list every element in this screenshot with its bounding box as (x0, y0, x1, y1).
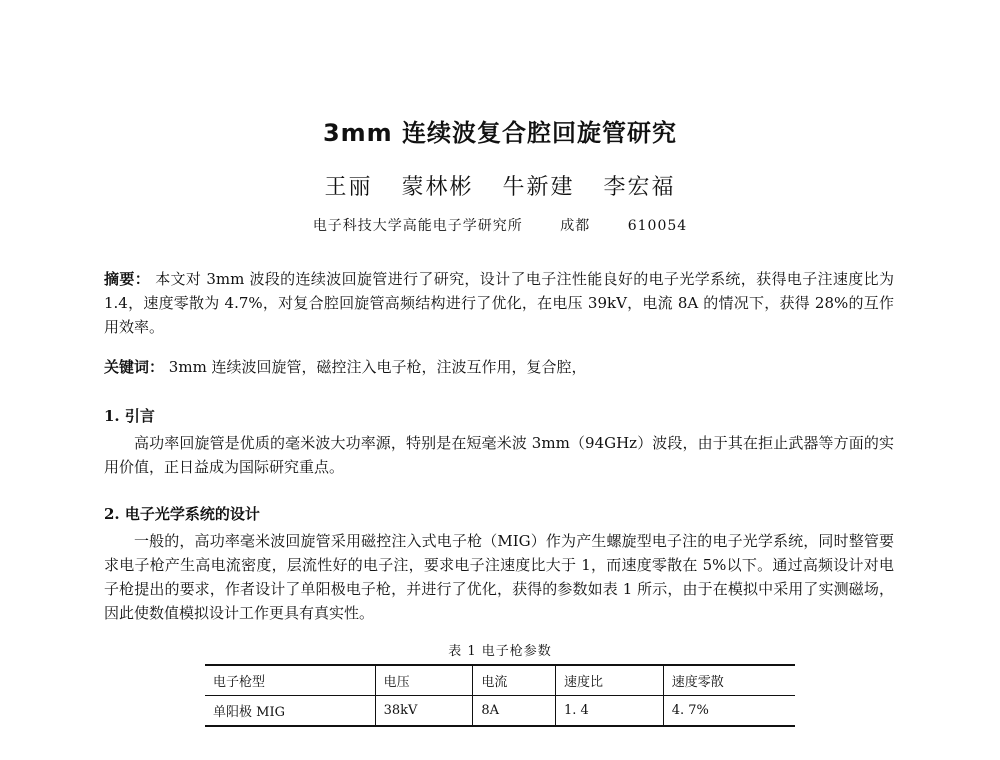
section-text-introduction: 高功率回旋管是优质的毫米波大功率源，特别是在短毫米波 3mm（94GHz）波段，由于其在拒止武器等方面的实用价值，正日益成为国际研究重点。 (104, 434, 894, 476)
author-name: 蒙林彬 (401, 175, 474, 200)
abstract-text: 本文对 3mm 波段的连续波回旋管进行了研究，设计了电子注性能良好的电子光学系统，获得电子注速度比为 1.4，速度零散为 4.7%，对复合腔回旋管高频结构进行了优化，在电压 39kV，电流 8A 的情况下，获得 28%的互作用效率。 (104, 270, 894, 336)
keywords-label: 关键词： (104, 358, 165, 376)
keywords (104, 355, 894, 379)
table-header-cell: 电流 (473, 665, 556, 696)
table-cell: 单阳极 MIG (205, 696, 375, 727)
section-heading-introduction: 1. 引言 (104, 407, 155, 425)
author-list (0, 170, 1000, 201)
author-name: 李宏福 (603, 175, 676, 200)
table-header-cell: 速度零散 (663, 665, 795, 696)
table-header-cell: 电压 (375, 665, 473, 696)
table-header-cell: 速度比 (556, 665, 664, 696)
affiliation-institute: 电子科技大学高能电子学研究所 (312, 218, 523, 234)
abstract-label: 摘要： (104, 270, 151, 288)
paper-title: 3mm 连续波复合腔回旋管研究 (322, 119, 678, 147)
table-cell: 38kV (375, 696, 473, 727)
section-text-electron-optics: 一般的，高功率毫米波回旋管采用磁控注入式电子枪（MIG）作为产生螺旋型电子注的电子光学系统，同时整管要求电子枪产生高电流密度，层流性好的电子注，要求电子注速度比大于 1，而速度零散在 5%以下。通过高频设计对电子枪提出的要求，作者设计了单阳极电子枪，并进行了优化，获得的参数如表 1 所示，由于在模拟中采用了实测磁场，因此使数值模拟设计工作更具有真实性。 (104, 532, 894, 622)
affiliation-postcode: 610054 (627, 218, 688, 234)
gun-parameters-table (205, 664, 795, 727)
table-cell: 4. 7% (663, 696, 795, 727)
affiliation-city: 成都 (560, 218, 591, 234)
table-cell: 8A (473, 696, 556, 727)
table-header-cell: 电子枪型 (205, 665, 375, 696)
keywords-text: 3mm 连续波回旋管，磁控注入电子枪，注波互作用，复合腔， (168, 358, 587, 376)
section-heading-electron-optics: 2. 电子光学系统的设计 (104, 505, 260, 523)
table-cell: 1. 4 (556, 696, 664, 727)
affiliation (0, 215, 1000, 235)
author-name: 牛新建 (502, 175, 575, 200)
table-row (205, 696, 795, 727)
abstract (104, 267, 894, 339)
author-name: 王丽 (324, 175, 373, 200)
table-header-row (205, 665, 795, 696)
table-caption: 表 1 电子枪参数 (448, 644, 552, 659)
